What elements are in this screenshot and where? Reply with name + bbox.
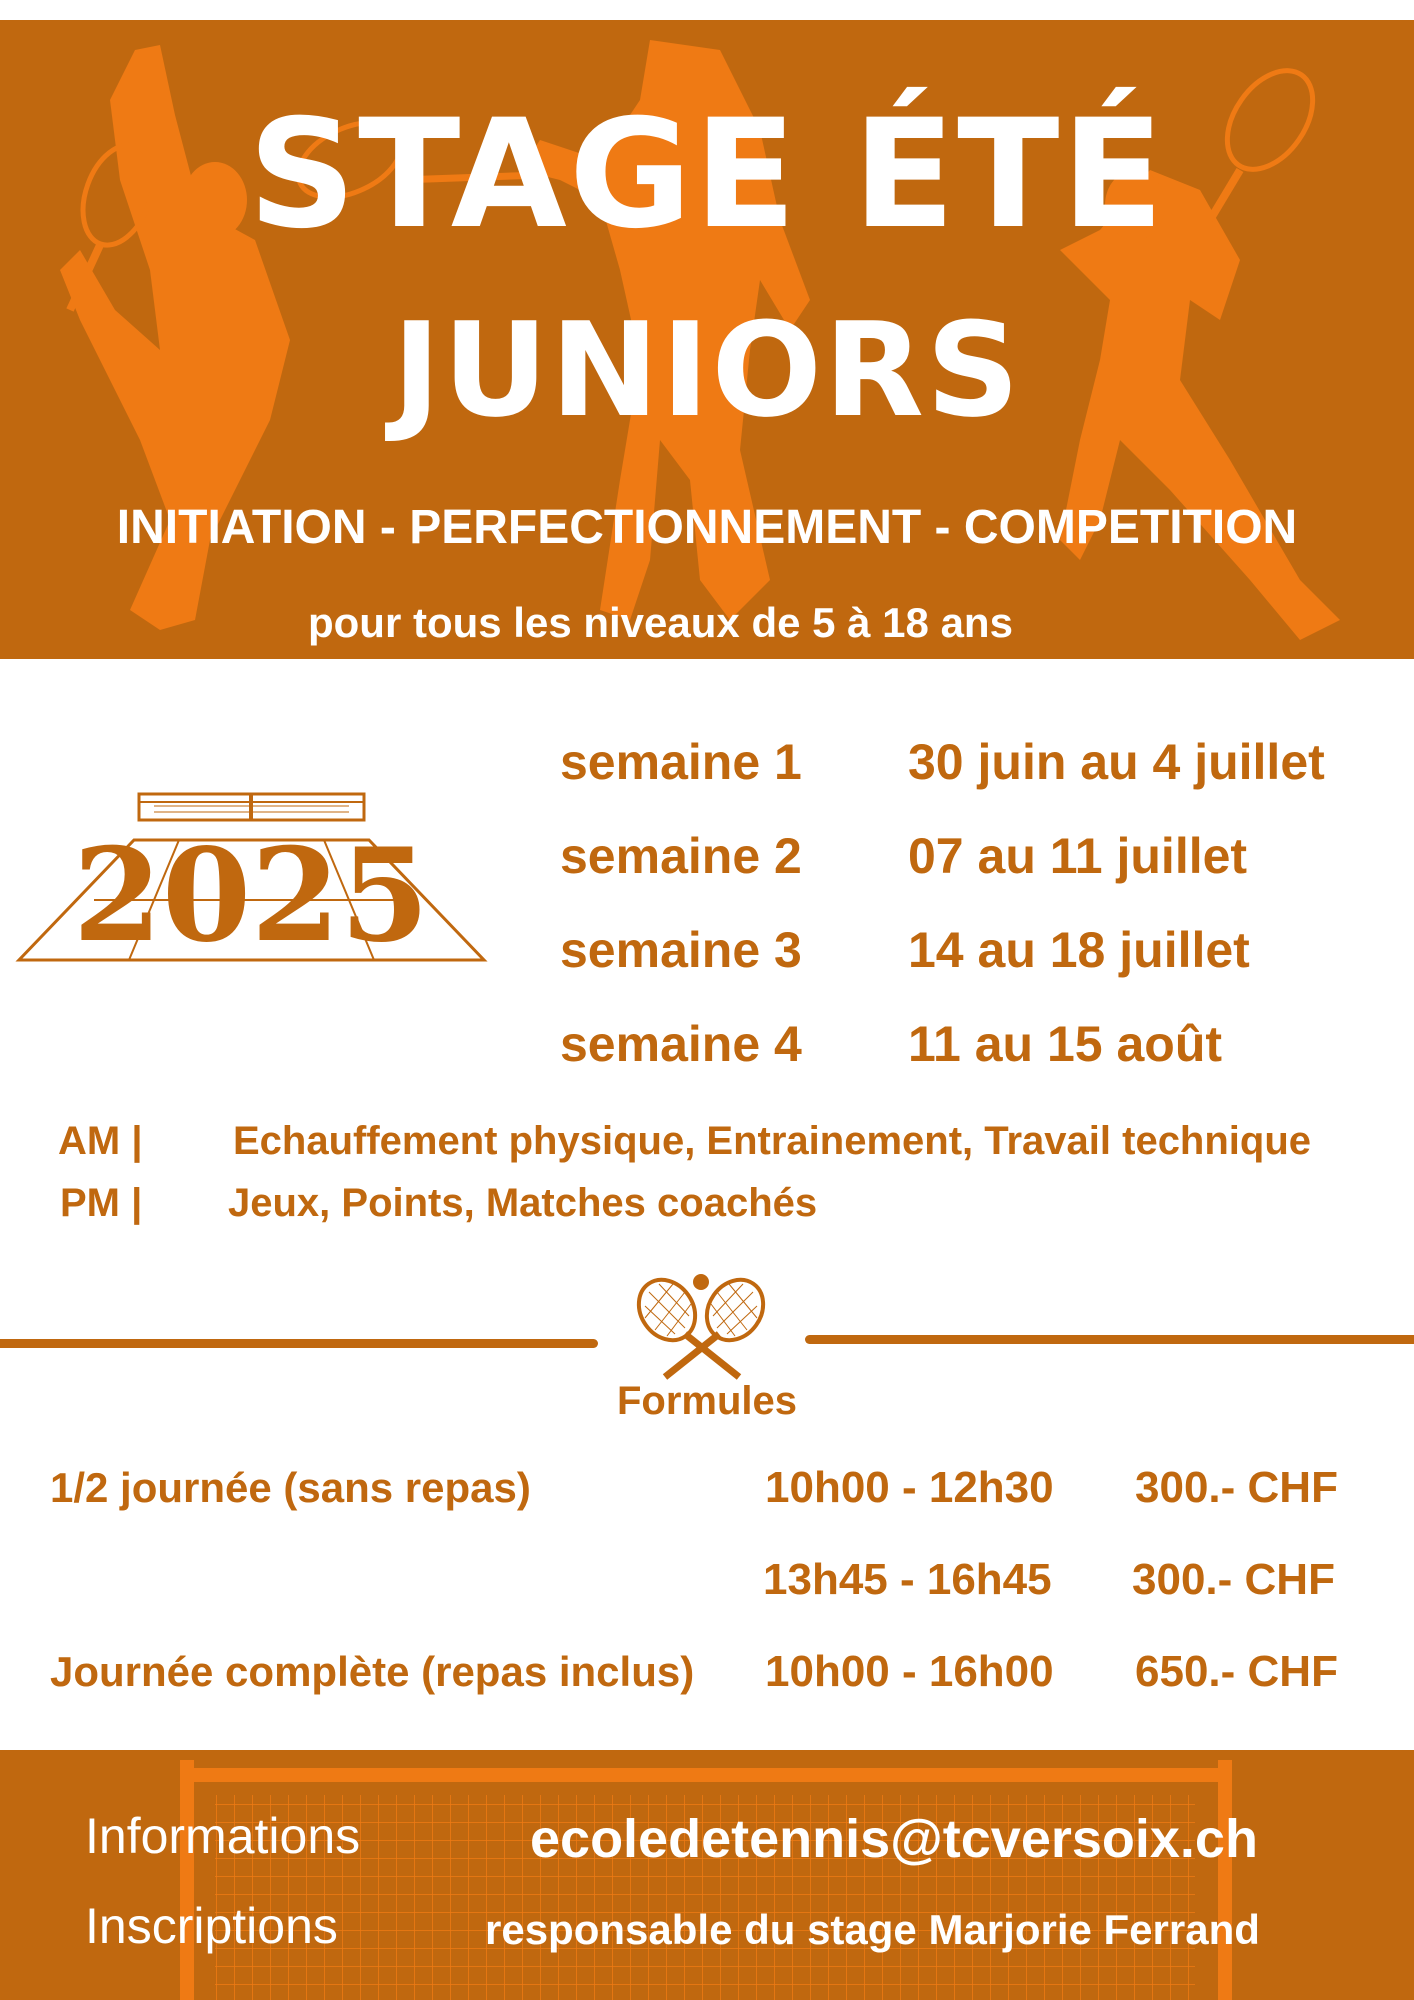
formula-price: 300.- CHF bbox=[1132, 1555, 1335, 1604]
formula-time: 13h45 - 16h45 bbox=[763, 1555, 1052, 1604]
week-dates: 11 au 15 août bbox=[908, 1016, 1223, 1072]
week-row bbox=[560, 824, 1380, 918]
schedule-label: PM | bbox=[60, 1181, 143, 1225]
crossed-rackets-icon bbox=[627, 1272, 777, 1382]
tennis-court-icon bbox=[14, 790, 489, 970]
week-row bbox=[560, 730, 1380, 824]
formula-time: 10h00 - 16h00 bbox=[765, 1647, 1054, 1696]
year-text: 2025 bbox=[72, 821, 430, 970]
schedule-text: Jeux, Points, Matches coachés bbox=[228, 1181, 818, 1225]
week-label: semaine 4 bbox=[560, 1016, 802, 1072]
formula-price: 650.- CHF bbox=[1135, 1647, 1338, 1696]
schedule-text: Echauffement physique, Entrainement, Travail technique bbox=[233, 1119, 1312, 1163]
programme-subtitle: INITIATION - PERFECTIONNEMENT - COMPETITION bbox=[116, 501, 1298, 554]
schedule-label: AM | bbox=[58, 1119, 143, 1163]
week-label: semaine 2 bbox=[560, 828, 802, 884]
week-row bbox=[560, 1012, 1380, 1106]
week-dates: 30 juin au 4 juillet bbox=[908, 734, 1325, 790]
header-banner bbox=[0, 20, 1414, 659]
age-levels-text: pour tous les niveaux de 5 à 18 ans bbox=[308, 599, 1013, 646]
title-line-1: STAGE ÉTÉ bbox=[248, 88, 1166, 262]
week-row bbox=[560, 918, 1380, 1012]
formules-title: Formules bbox=[616, 1379, 798, 1423]
week-label: semaine 1 bbox=[560, 734, 802, 790]
formula-name: Journée complète (repas inclus) bbox=[50, 1648, 695, 1695]
formula-time: 10h00 - 12h30 bbox=[765, 1463, 1054, 1512]
formulas-table bbox=[50, 1460, 1400, 1736]
formula-row bbox=[50, 1644, 1400, 1736]
inscriptions-label: Inscriptions bbox=[85, 1898, 338, 1954]
divider-line-right bbox=[805, 1335, 1414, 1344]
formula-row bbox=[50, 1552, 1400, 1644]
formula-name: 1/2 journée (sans repas) bbox=[50, 1464, 531, 1511]
formula-row bbox=[50, 1460, 1400, 1552]
tennis-net-icon bbox=[0, 1750, 1414, 2000]
footer-banner bbox=[0, 1750, 1414, 2000]
week-dates: 07 au 11 juillet bbox=[908, 828, 1248, 884]
contact-email[interactable]: ecoledetennis@tcversoix.ch bbox=[530, 1809, 1258, 1869]
title-line-2: JUNIORS bbox=[392, 294, 1022, 446]
informations-label: Informations bbox=[85, 1808, 361, 1864]
responsable-text: responsable du stage Marjorie Ferrand bbox=[485, 1906, 1260, 1953]
divider-line-left bbox=[0, 1339, 598, 1348]
week-label: semaine 3 bbox=[560, 922, 802, 978]
schedule-row-pm bbox=[58, 1177, 1398, 1239]
week-dates: 14 au 18 juillet bbox=[908, 922, 1250, 978]
formula-price: 300.- CHF bbox=[1135, 1463, 1338, 1512]
daily-schedule bbox=[58, 1115, 1398, 1239]
schedule-row-am bbox=[58, 1115, 1398, 1177]
weeks-list bbox=[560, 730, 1380, 1106]
